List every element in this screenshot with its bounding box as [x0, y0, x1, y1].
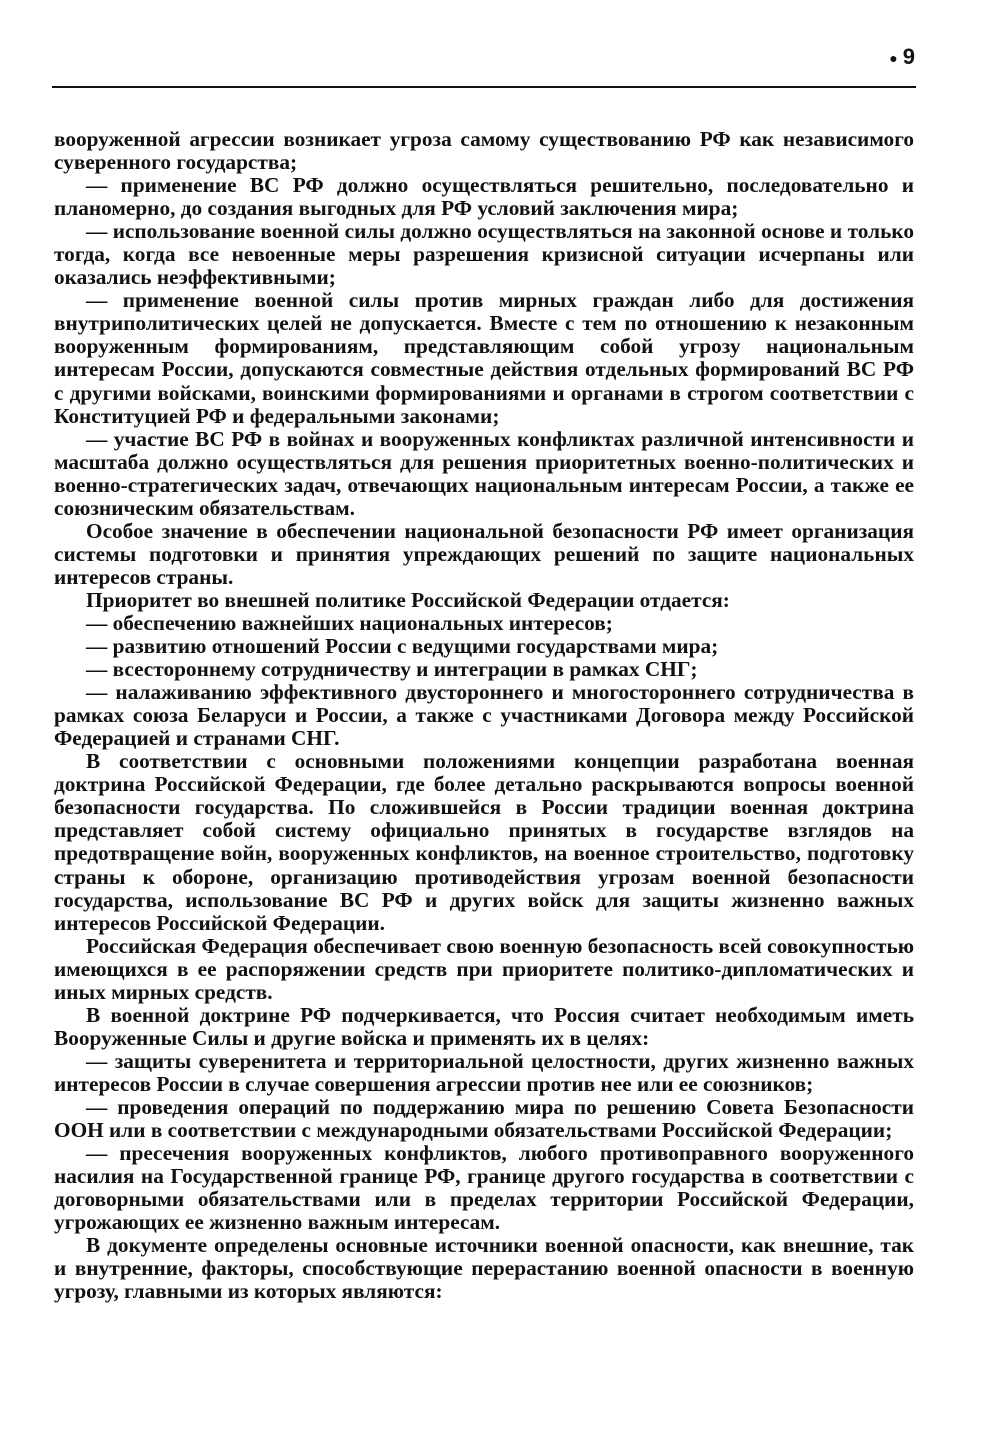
list-item: — участие ВС РФ в войнах и вооруженных конфликтах различной интенсивности и масштаба должно осуществляться для решения приоритетных военно-политических и военно-стратегических задач, отвечающих национальным интересам России, а также ее союзническим обязательствам. [54, 426, 914, 520]
running-header [52, 40, 916, 88]
list-item: — применение военной силы против мирных граждан либо для достижения внутриполитических целей не допускается. Вместе с тем по отношению к незаконным вооруженным формированиям, представляющим собой угрозу национальным интересам России, допускаются совместные действия отдельных формирований ВС РФ с другими войсками, воинскими формированиями и органами в строгом соответствии с Конституцией РФ и федеральными законами; [54, 288, 914, 428]
body-text [54, 128, 914, 1303]
paragraph: В соответствии с основными положениями концепции разработана военная доктрина Российской Федерации, где более детально раскрываются вопросы военной безопасности государства. По сложившейся в России традиции военная доктрина представляет собой систему официально принятых в государстве взглядов на предотвращение войн, вооруженных конфликтов, на военное строительство, подготовку страны к обороне, организацию противодействия угрозам военной безопасности государства, использование ВС РФ и других войск для защиты жизненно важных интересов Российской Федерации. [54, 749, 914, 935]
list-item: — развитию отношений России с ведущими государствами мира; [86, 634, 719, 659]
paragraph: В документе определены основные источники военной опасности, как внешние, так и внутренние, факторы, способствующие перерастанию военной опасности в военную угрозу, главными из которых являются: [54, 1233, 914, 1304]
list-item: — проведения операций по поддержанию мира по решению Совета Безопасности ООН или в соответствии с международными обязательствами Российской Федерации; [54, 1094, 914, 1143]
paragraph: В военной доктрине РФ подчеркивается, что Россия считает необходимым иметь Вооруженные Силы и другие войска и применять их в целях: [54, 1002, 914, 1050]
paragraph: вооруженной агрессии возникает угроза самому существованию РФ как независимого суверенного государства; [54, 127, 914, 175]
page-number-value: 9 [902, 44, 916, 69]
list-item: — налаживанию эффективного двустороннего и многостороннего сотрудничества в рамках союза Беларуси и России, а также с участниками Договора между Российской Федерацией и странами СНГ. [54, 680, 914, 751]
page-number [889, 44, 916, 70]
paragraph: Особое значение в обеспечении национальной безопасности РФ имеет организация системы подготовки и принятия упреждающих решений по защите национальных интересов страны. [54, 518, 914, 589]
list-item: — защиты суверенитета и территориальной целостности, других жизненно важных интересов России в случае совершения агрессии против нее или ее союзников; [54, 1048, 914, 1096]
paragraph: Приоритет во внешней политике Российской Федерации отдается: [86, 587, 730, 612]
list-item: — обеспечению важнейших национальных интересов; [86, 610, 613, 635]
paragraph: Российская Федерация обеспечивает свою военную безопасность всей совокупностью имеющихся в ее распоряжении средств при приоритете политико-дипломатических и иных мирных средств. [54, 933, 914, 1004]
list-item: — применение ВС РФ должно осуществляться решительно, последовательно и планомерно, до создания выгодных для РФ условий заключения мира; [54, 173, 914, 221]
list-item: — пресечения вооруженных конфликтов, любого противоправного вооруженного насилия на Государственной границе РФ, границе другого государства в соответствии с договорными обязательствами или в пределах территории Российской Федерации, угрожающих ее жизненно важным интересам. [54, 1141, 914, 1235]
list-item: — использование военной силы должно осуществляться на законной основе и только тогда, когда все невоенные меры разрешения кризисной ситуации исчерпаны или оказались неэффективными; [54, 219, 914, 290]
list-item: — всестороннему сотрудничеству и интеграции в рамках СНГ; [86, 657, 698, 682]
bullet-dot-icon: ● [889, 50, 899, 67]
